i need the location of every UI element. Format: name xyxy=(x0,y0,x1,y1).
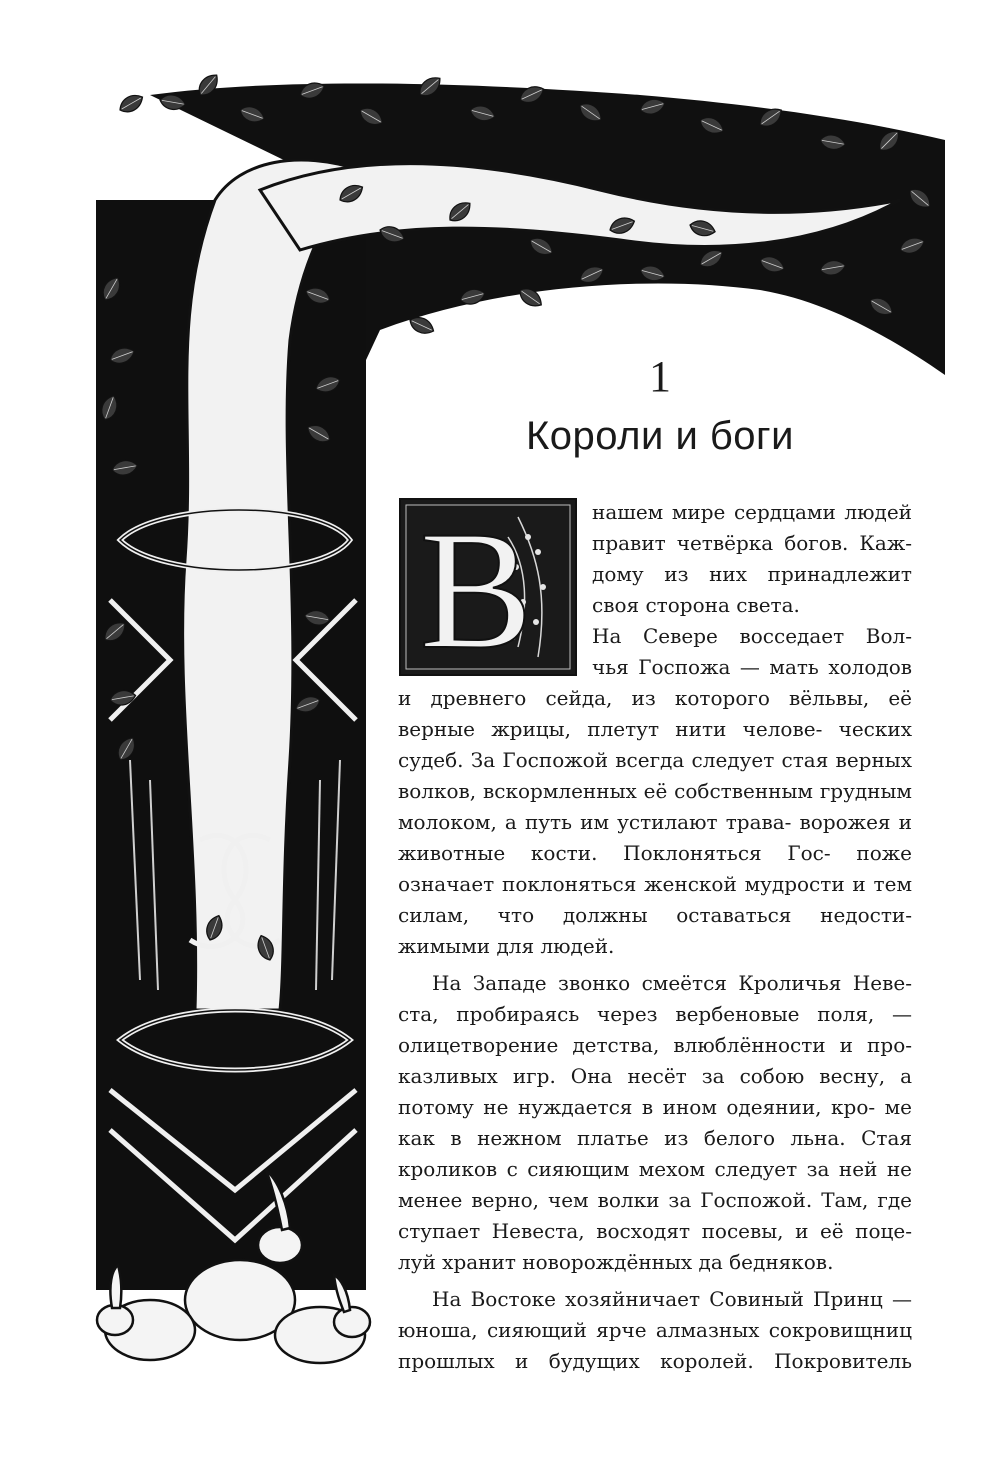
chapter-title: Короли и боги xyxy=(525,414,794,458)
drop-cap xyxy=(398,497,578,677)
side-line: чья Госпожа — мать холодов xyxy=(592,655,912,679)
body-text xyxy=(398,683,912,1377)
chapter-number: 1 xyxy=(649,352,671,401)
drop-cap-side-text xyxy=(592,497,912,683)
paragraph: На Востоке хозяйничает Совиный Принц — юноша, сияющий ярче алмазных сокровищниц прошлых и будущих королей. Покровитель xyxy=(398,1287,912,1373)
paragraph: и древнего сейда, из которого вёльвы, её верные жрицы, плетут нити челове- ческих судеб. За Госпожой всегда следует стая верных волков, вскормленных её собственным грудным молоком, а путь им устилают трава- ворожея и животные кости. Поклоняться Гос- поже означает поклоняться женской мудрости и тем силам, что должны оставаться недости- жимыми для людей. xyxy=(398,686,912,958)
intro-line: своя сторона света. xyxy=(592,593,800,617)
intro-line: нашем мире сердцами людей xyxy=(592,500,912,524)
drop-cap-letter: В xyxy=(419,497,533,677)
paragraph: На Западе звонко смеётся Кроличья Неве- ста, пробираясь через вербеновые поля, — олицетворение детства, влюблённости и про- казливых игр. Она несёт за собою весну, а потому не нуждается в ином одеянии, кро- ме как в нежном платье из белого льна. Стая кроликов с сияющим мехом следует за ней не менее верно, чем волки за Госпожой. Там, где ступает Невеста, восходят посевы, и её поце- луй хранит новорождённых да бедняков. xyxy=(398,971,912,1274)
intro-line: правит четвёрка богов. Каж- xyxy=(592,531,912,555)
side-line: На Севере восседает Вол- xyxy=(592,624,912,648)
intro-line: дому из них принадлежит xyxy=(592,562,912,586)
